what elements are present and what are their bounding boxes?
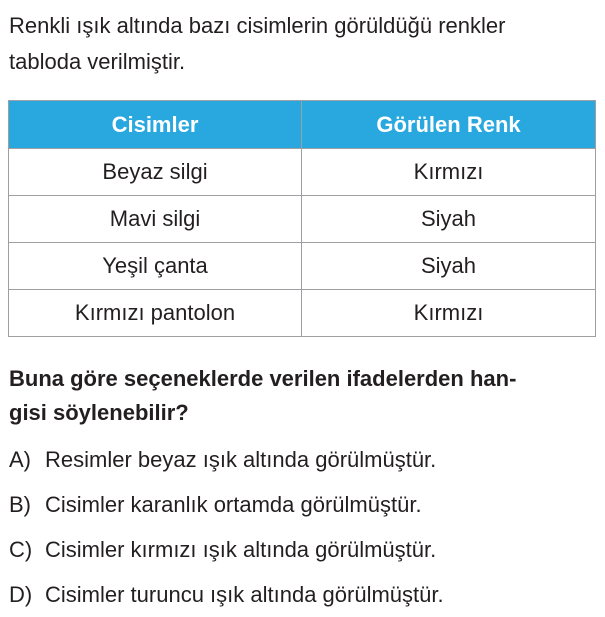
option-letter: B) bbox=[9, 492, 31, 517]
object-cell: Beyaz silgi bbox=[9, 149, 302, 196]
table-row bbox=[9, 243, 596, 290]
color-cell: Siyah bbox=[302, 196, 596, 243]
color-cell: Kırmızı bbox=[302, 149, 596, 196]
color-cell: Siyah bbox=[302, 243, 596, 290]
color-cell: Kırmızı bbox=[302, 290, 596, 337]
option-d[interactable] bbox=[9, 572, 444, 617]
option-letter: A) bbox=[9, 447, 31, 472]
question-text bbox=[9, 362, 604, 430]
table-row bbox=[9, 290, 596, 337]
option-text: Cisimler kırmızı ışık altında görülmüştür. bbox=[45, 537, 437, 562]
option-text: Cisimler karanlık ortamda görülmüştür. bbox=[45, 492, 422, 517]
option-b[interactable] bbox=[9, 482, 444, 527]
objects-color-table bbox=[8, 100, 596, 337]
object-cell: Mavi silgi bbox=[9, 196, 302, 243]
question-line-1: Buna göre seçeneklerde verilen ifadelerden han- bbox=[9, 366, 517, 391]
table-row bbox=[9, 196, 596, 243]
option-letter: C) bbox=[9, 537, 33, 562]
object-cell: Kırmızı pantolon bbox=[9, 290, 302, 337]
header-cisimler: Cisimler bbox=[9, 101, 302, 149]
option-a[interactable] bbox=[9, 437, 444, 482]
option-text: Cisimler turuncu ışık altında görülmüştür. bbox=[45, 582, 444, 607]
header-gorulen-renk: Görülen Renk bbox=[302, 101, 596, 149]
question-line-2: gisi söylenebilir? bbox=[9, 400, 189, 425]
answer-options bbox=[9, 437, 444, 617]
option-text: Resimler beyaz ışık altında görülmüştür. bbox=[45, 447, 437, 472]
intro-text bbox=[9, 8, 599, 80]
option-c[interactable] bbox=[9, 527, 444, 572]
object-cell: Yeşil çanta bbox=[9, 243, 302, 290]
table-header-row bbox=[9, 101, 596, 149]
intro-line-1: Renkli ışık altında bazı cisimlerin görüldüğü renkler bbox=[9, 13, 506, 38]
table-row bbox=[9, 149, 596, 196]
option-letter: D) bbox=[9, 582, 33, 607]
intro-line-2: tabloda verilmiştir. bbox=[9, 49, 186, 74]
